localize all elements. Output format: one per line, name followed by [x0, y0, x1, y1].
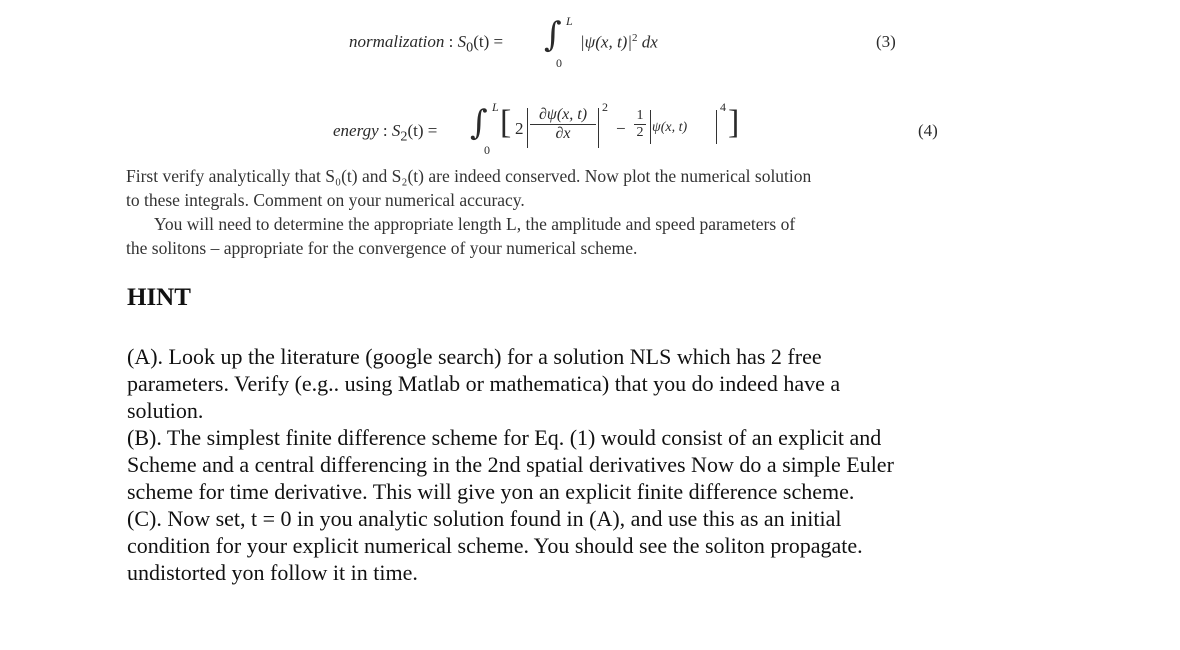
equation-lhs-subscript: 2 — [400, 128, 408, 145]
abs-bar-right — [598, 108, 599, 148]
paragraph-line: You will need to determine the appropriate length L, the amplitude and speed parameters of — [154, 214, 796, 234]
equation-label: normalization — [349, 32, 445, 51]
differential: dx — [641, 32, 658, 52]
psi-power: 4 — [720, 100, 726, 114]
hint-line: (A). Look up the literature (google search) for a solution NLS which has 2 free — [127, 344, 822, 369]
psi-term: ψ(x, t) — [652, 120, 688, 135]
paragraph-line: to these integrals. Comment on your numerical accuracy. — [126, 190, 525, 210]
abs-bar-right-2 — [716, 110, 717, 144]
minus-sign: − — [616, 119, 626, 138]
abs-bar-left — [527, 108, 528, 148]
hint-line: condition for your explicit numerical scheme. You should see the soliton propagate. — [127, 533, 863, 558]
equation-lhs-arg: (t) = — [407, 121, 438, 140]
integral-upper-limit: L — [492, 100, 499, 114]
hint-line: undistorted yon follow it in time. — [127, 560, 418, 585]
partial-derivative-fraction — [530, 106, 596, 143]
paragraph-line: First verify analytically that S₀(t) and S₂(t) are indeed conserved. Now plot the numerical solution — [126, 166, 812, 186]
hint-line: parameters. Verify (e.g.. using Matlab or mathematica) that you do indeed have a — [127, 371, 841, 396]
integral-sign: ∫ — [544, 15, 562, 55]
equation-lhs: S — [457, 32, 467, 51]
equation-number: (3) — [876, 32, 896, 51]
integral-lower-limit: 0 — [484, 143, 490, 157]
equation-lhs-arg: (t) = — [473, 32, 504, 51]
hint-line: scheme for time derivative. This will give yon an explicit finite difference scheme. — [127, 479, 855, 504]
hint-heading: HINT — [127, 284, 191, 311]
half-fraction — [634, 108, 646, 141]
hint-line: solution. — [127, 398, 204, 423]
abs-bar-left-2 — [650, 110, 651, 144]
half-denominator: 2 — [636, 125, 644, 140]
equation-label: energy — [333, 121, 379, 140]
derivative-numerator: ∂ψ(x, t) — [538, 106, 588, 123]
hint-line: Scheme and a central differencing in the 2nd spatial derivatives Now do a simple Euler — [127, 452, 894, 477]
hint-line: (B). The simplest finite difference scheme for Eq. (1) would consist of an explicit and — [127, 425, 882, 450]
derivative-denominator: ∂x — [555, 125, 571, 142]
integrand-power: 2 — [632, 32, 638, 44]
integral-sign: ∫ — [470, 103, 488, 143]
integral-lower-limit: 0 — [556, 56, 562, 70]
hint-body — [127, 343, 987, 586]
instructions-paragraph — [126, 164, 956, 260]
equation-energy: energy : $S_2(t)$ = ∫ L 0 [ 2 ∂ψ(x, t) ∂x 2 − 1 2 ψ(x, t) 4 ] (4) — [333, 100, 938, 157]
integral-upper-limit: L — [566, 14, 573, 28]
coefficient: 2 — [515, 119, 524, 138]
derivative-power: 2 — [602, 100, 608, 114]
equation-lhs: S — [391, 121, 401, 140]
integrand: |ψ(x, t)| — [580, 32, 632, 52]
equation-number: (4) — [918, 121, 938, 140]
equation-lhs-subscript: 0 — [466, 39, 474, 56]
hint-line: (C). Now set, t = 0 in you analytic solution found in (A), and use this as an initial — [127, 506, 842, 531]
equation-normalization: normalization : $S_0(t)$ = ∫ L 0 |ψ(x, $t)|^2$ dx (3) — [349, 14, 896, 70]
paragraph-line: the solitons – appropriate for the convergence of your numerical scheme. — [126, 238, 638, 258]
right-bracket: ] — [728, 104, 740, 141]
left-bracket: [ — [500, 104, 512, 141]
half-numerator: 1 — [636, 108, 644, 123]
